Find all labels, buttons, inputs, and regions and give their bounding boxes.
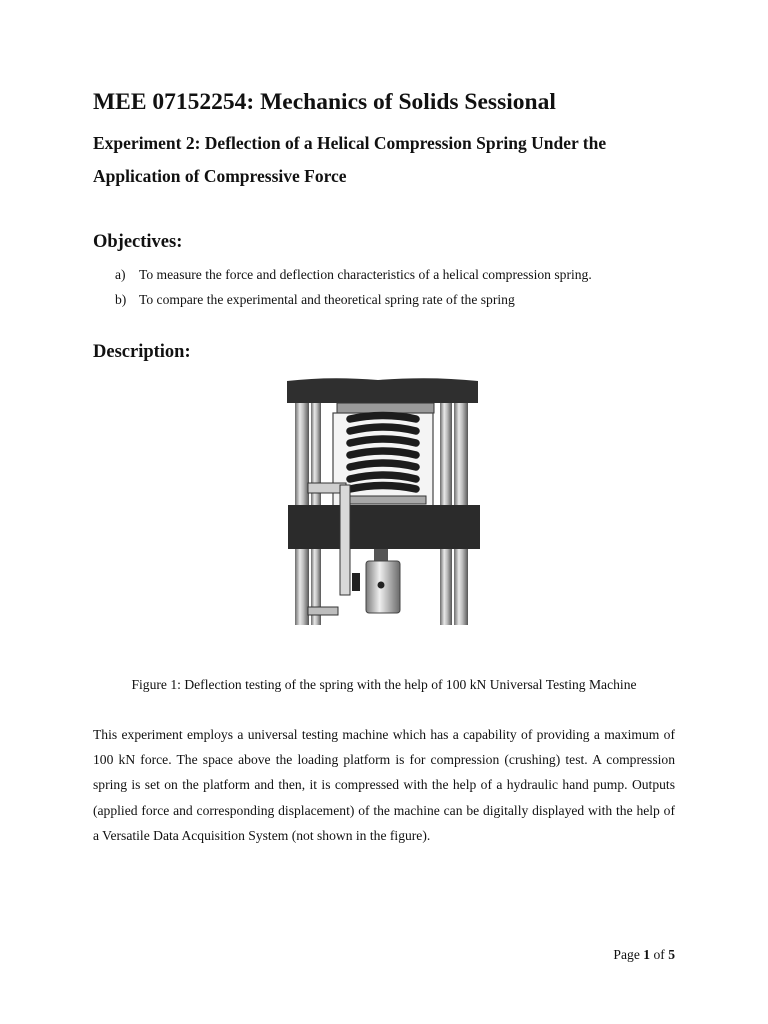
objective-item: [115, 262, 695, 287]
description-heading: Description:: [93, 342, 191, 362]
description-paragraph: This experiment employs a universal testing machine which has a capability of providing a maximum of 100 kN force. The space above the loading platform is for compression (crushing) test. A compression spring is set on the platform and then, it is compressed with the help of a hydraulic hand pump. Outputs (applied force and corresponding displacement) of the machine can be digitally displayed with the help of a Versatile Data Acquisition System (not shown in the figure).: [93, 727, 675, 843]
spring-test-figure: [270, 375, 486, 629]
objective-marker: b): [115, 292, 127, 307]
page-number-footer: [560, 945, 675, 965]
objective-item: [115, 287, 695, 312]
current-page-number: 1: [643, 947, 651, 962]
total-pages-number: 5: [668, 947, 675, 962]
objectives-heading: Objectives:: [93, 232, 183, 252]
objective-text: To compare the experimental and theoretical spring rate of the spring: [139, 292, 515, 307]
objective-text: To measure the force and deflection characteristics of a helical compression spring.: [139, 267, 592, 282]
figure-caption: Figure 1: Deflection testing of the spring with the help of 100 kN Universal Testing Machine: [131, 677, 637, 692]
testing-machine-illustration: [270, 375, 486, 629]
objectives-list: [115, 262, 695, 312]
of-word: of: [653, 947, 665, 962]
page-word: Page: [613, 947, 640, 962]
objective-marker: a): [115, 267, 126, 282]
experiment-title: Experiment 2: Deflection of a Helical Compression Spring Under the Application of Compressive Force: [93, 133, 607, 186]
page-title: MEE 07152254: Mechanics of Solids Sessional: [93, 89, 556, 115]
